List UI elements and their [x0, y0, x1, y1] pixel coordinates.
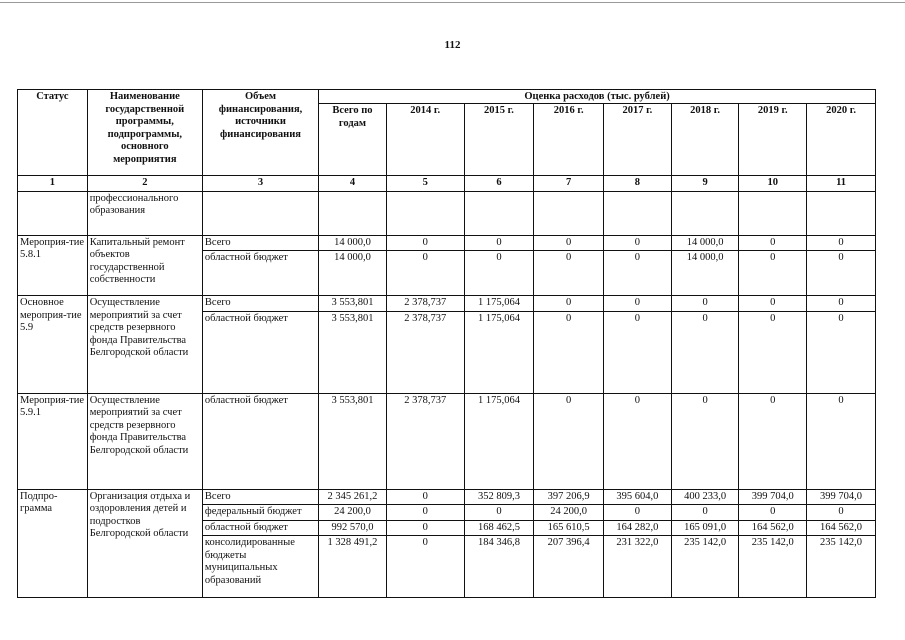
- table-row: [18, 296, 876, 312]
- budget-table: [17, 89, 876, 598]
- header-year: 2019 г.: [739, 104, 807, 176]
- value-cell: 3 553,801: [319, 311, 387, 393]
- value-cell: 2 378,737: [386, 311, 464, 393]
- header-year: 2016 г.: [534, 104, 604, 176]
- index-cell: 2: [87, 176, 202, 192]
- value-cell: 0: [534, 393, 604, 489]
- value-cell: 235 142,0: [671, 536, 739, 598]
- name-cell: Осуществление мероприятий за счет средств резервного фонда Правительства Белгородской области: [87, 296, 202, 394]
- index-row: [18, 176, 876, 192]
- index-cell: 9: [671, 176, 739, 192]
- value-cell: 0: [464, 505, 534, 521]
- value-cell: 0: [739, 393, 807, 489]
- value-cell: 0: [671, 505, 739, 521]
- name-cell: профессионального образования: [87, 191, 202, 235]
- value-cell: 164 282,0: [604, 520, 672, 536]
- value-cell: 3 553,801: [319, 296, 387, 312]
- value-cell: 0: [386, 520, 464, 536]
- source-cell: Всего: [202, 235, 318, 251]
- value-cell: 0: [386, 505, 464, 521]
- index-cell: 3: [202, 176, 318, 192]
- value-cell: 24 200,0: [534, 505, 604, 521]
- continuation-row: [18, 191, 876, 235]
- value-cell: 2 378,737: [386, 393, 464, 489]
- value-cell: 0: [386, 489, 464, 505]
- value-cell: 0: [807, 311, 876, 393]
- value-cell: 164 562,0: [807, 520, 876, 536]
- value-cell: 0: [464, 235, 534, 251]
- source-cell: консолидированные бюджеты муниципальных образований: [202, 536, 318, 598]
- value-cell: 399 704,0: [739, 489, 807, 505]
- value-cell: 0: [604, 393, 672, 489]
- value-cell: 207 396,4: [534, 536, 604, 598]
- value-cell: 1 328 491,2: [319, 536, 387, 598]
- value-cell: 2 378,737: [386, 296, 464, 312]
- value-cell: 235 142,0: [807, 536, 876, 598]
- table-row: [18, 393, 876, 489]
- value-cell: 1 175,064: [464, 393, 534, 489]
- value-cell: 0: [604, 251, 672, 296]
- value-cell: 235 142,0: [739, 536, 807, 598]
- value-cell: 0: [739, 251, 807, 296]
- name-cell: Организация отдыха и оздоровления детей и подростков Белгородской области: [87, 489, 202, 598]
- value-cell: 0: [604, 235, 672, 251]
- value-cell: 0: [534, 235, 604, 251]
- value-cell: 0: [739, 235, 807, 251]
- value-cell: 399 704,0: [807, 489, 876, 505]
- value-cell: 395 604,0: [604, 489, 672, 505]
- index-cell: 1: [18, 176, 88, 192]
- header-year: 2017 г.: [604, 104, 672, 176]
- value-cell: 1 175,064: [464, 311, 534, 393]
- value-cell: 165 091,0: [671, 520, 739, 536]
- value-cell: 0: [807, 393, 876, 489]
- table-row: [18, 235, 876, 251]
- header-year: 2015 г.: [464, 104, 534, 176]
- status-cell: Подпро-грамма: [18, 489, 88, 598]
- value-cell: 168 462,5: [464, 520, 534, 536]
- source-cell: областной бюджет: [202, 520, 318, 536]
- value-cell: 164 562,0: [739, 520, 807, 536]
- index-cell: 4: [319, 176, 387, 192]
- index-cell: 8: [604, 176, 672, 192]
- index-cell: 10: [739, 176, 807, 192]
- value-cell: 0: [807, 235, 876, 251]
- value-cell: 184 346,8: [464, 536, 534, 598]
- value-cell: 0: [534, 251, 604, 296]
- header-estimate: Оценка расходов (тыс. рублей): [319, 90, 876, 104]
- source-cell: областной бюджет: [202, 251, 318, 296]
- value-cell: 14 000,0: [319, 251, 387, 296]
- value-cell: 3 553,801: [319, 393, 387, 489]
- status-cell: Мероприя-тие 5.9.1: [18, 393, 88, 489]
- value-cell: 0: [671, 296, 739, 312]
- table-row: [18, 489, 876, 505]
- value-cell: 14 000,0: [671, 251, 739, 296]
- source-cell: федеральный бюджет: [202, 505, 318, 521]
- page-number: 112: [444, 39, 461, 51]
- value-cell: 0: [464, 251, 534, 296]
- status-cell: Мероприя-тие 5.8.1: [18, 235, 88, 296]
- header-source: Объем финансирования, источники финансирования: [202, 90, 318, 176]
- value-cell: 24 200,0: [319, 505, 387, 521]
- value-cell: 0: [604, 296, 672, 312]
- page-top-edge: [0, 0, 905, 3]
- value-cell: 0: [386, 536, 464, 598]
- value-cell: 0: [739, 311, 807, 393]
- value-cell: 0: [604, 311, 672, 393]
- header-row-1: [18, 90, 876, 104]
- value-cell: 0: [386, 251, 464, 296]
- value-cell: 0: [534, 296, 604, 312]
- source-cell: Всего: [202, 296, 318, 312]
- value-cell: 14 000,0: [671, 235, 739, 251]
- value-cell: 0: [671, 311, 739, 393]
- value-cell: 992 570,0: [319, 520, 387, 536]
- header-total: Всего по годам: [319, 104, 387, 176]
- source-cell: областной бюджет: [202, 393, 318, 489]
- header-year: 2020 г.: [807, 104, 876, 176]
- value-cell: 352 809,3: [464, 489, 534, 505]
- header-name: Наименование государственной программы, подпрограммы, основного мероприятия: [87, 90, 202, 176]
- status-cell: [18, 191, 88, 235]
- name-cell: Капитальный ремонт объектов государственной собственности: [87, 235, 202, 296]
- value-cell: 0: [386, 235, 464, 251]
- index-cell: 11: [807, 176, 876, 192]
- value-cell: 14 000,0: [319, 235, 387, 251]
- value-cell: 2 345 261,2: [319, 489, 387, 505]
- value-cell: 0: [671, 393, 739, 489]
- value-cell: 0: [739, 505, 807, 521]
- value-cell: 400 233,0: [671, 489, 739, 505]
- header-year: 2018 г.: [671, 104, 739, 176]
- value-cell: 0: [807, 505, 876, 521]
- index-cell: 5: [386, 176, 464, 192]
- value-cell: 231 322,0: [604, 536, 672, 598]
- status-cell: Основное мероприя-тие 5.9: [18, 296, 88, 394]
- value-cell: 165 610,5: [534, 520, 604, 536]
- value-cell: 0: [604, 505, 672, 521]
- value-cell: 0: [807, 296, 876, 312]
- value-cell: 0: [807, 251, 876, 296]
- source-cell: [202, 191, 318, 235]
- index-cell: 6: [464, 176, 534, 192]
- header-status: Статус: [18, 90, 88, 176]
- value-cell: 0: [739, 296, 807, 312]
- source-cell: Всего: [202, 489, 318, 505]
- value-cell: 0: [534, 311, 604, 393]
- index-cell: 7: [534, 176, 604, 192]
- value-cell: 397 206,9: [534, 489, 604, 505]
- value-cell: 1 175,064: [464, 296, 534, 312]
- source-cell: областной бюджет: [202, 311, 318, 393]
- header-year: 2014 г.: [386, 104, 464, 176]
- name-cell: Осуществление мероприятий за счет средств резервного фонда Правительства Белгородской области: [87, 393, 202, 489]
